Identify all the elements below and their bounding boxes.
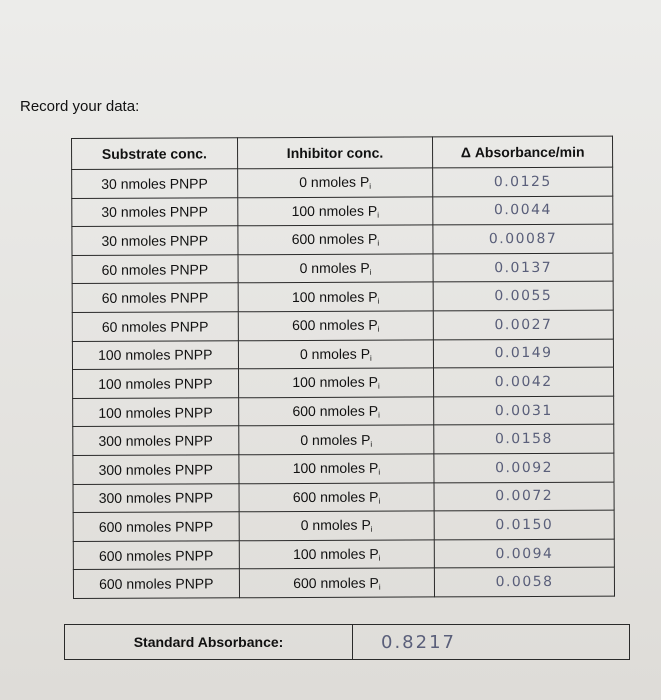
inhibitor-text: 0 nmoles P	[300, 517, 371, 534]
absorbance-header: Δ Absorbance/min	[433, 136, 613, 168]
table-row	[72, 167, 613, 198]
absorbance-cell: 0.0042	[434, 367, 614, 396]
absorbance-cell: 0.0044	[433, 196, 613, 225]
substrate-cell: 300 nmoles PNPP	[73, 455, 239, 484]
inhibitor-subscript: i	[377, 382, 380, 392]
substrate-cell: 100 nmoles PNPP	[72, 340, 238, 369]
inhibitor-header: Inhibitor conc.	[237, 137, 433, 169]
substrate-cell: 600 nmoles PNPP	[73, 540, 239, 569]
inhibitor-subscript: i	[369, 267, 372, 277]
inhibitor-text: 600 nmoles P	[293, 574, 379, 591]
inhibitor-subscript: i	[370, 525, 373, 535]
inhibitor-text: 0 nmoles P	[299, 173, 370, 191]
table-row	[73, 367, 614, 398]
table-row	[73, 424, 614, 455]
inhibitor-cell	[239, 568, 435, 597]
inhibitor-cell	[238, 339, 434, 368]
inhibitor-cell	[238, 397, 434, 426]
table-row	[73, 567, 614, 598]
inhibitor-text: 100 nmoles P	[291, 202, 378, 219]
inhibitor-subscript: i	[378, 553, 381, 563]
table-row	[72, 282, 613, 313]
table-row	[72, 339, 613, 370]
absorbance-cell: 0.0055	[433, 282, 613, 311]
inhibitor-subscript: i	[378, 410, 380, 420]
inhibitor-cell	[239, 454, 435, 483]
inhibitor-subscript: i	[377, 324, 380, 334]
inhibitor-cell	[239, 482, 435, 511]
absorbance-cell: 0.0094	[434, 539, 614, 568]
inhibitor-subscript: i	[377, 210, 379, 220]
inhibitor-text: 0 nmoles P	[299, 345, 371, 362]
table-row	[72, 196, 613, 227]
absorbance-cell: 0.0058	[435, 567, 615, 596]
inhibitor-subscript: i	[378, 467, 381, 477]
inhibitor-cell	[238, 425, 434, 454]
table-row	[72, 310, 613, 341]
absorbance-cell: 0.0072	[434, 482, 614, 511]
table-header-row	[72, 136, 613, 169]
inhibitor-cell	[239, 511, 435, 540]
inhibitor-text: 0 nmoles P	[300, 431, 371, 448]
substrate-cell: 30 nmoles PNPP	[72, 197, 238, 226]
table-row	[72, 224, 613, 255]
table-row	[72, 253, 613, 284]
inhibitor-subscript: i	[377, 239, 380, 249]
inhibitor-cell	[238, 368, 434, 397]
table-row	[73, 482, 614, 513]
substrate-header: Substrate conc.	[72, 138, 238, 170]
inhibitor-subscript: i	[377, 296, 380, 306]
substrate-cell: 60 nmoles PNPP	[72, 312, 238, 341]
data-table	[71, 136, 615, 599]
inhibitor-text: 100 nmoles P	[291, 288, 378, 305]
substrate-cell: 600 nmoles PNPP	[73, 512, 239, 541]
inhibitor-cell	[238, 254, 434, 283]
inhibitor-cell	[238, 225, 434, 254]
absorbance-cell: 0.0125	[433, 167, 613, 196]
substrate-cell: 300 nmoles PNPP	[73, 426, 239, 455]
substrate-cell: 100 nmoles PNPP	[73, 398, 239, 427]
substrate-cell: 300 nmoles PNPP	[73, 483, 239, 512]
substrate-cell: 30 nmoles PNPP	[72, 226, 238, 255]
inhibitor-subscript: i	[370, 439, 373, 449]
inhibitor-subscript: i	[378, 582, 381, 592]
absorbance-cell: 0.0149	[434, 339, 614, 368]
inhibitor-text: 100 nmoles P	[292, 459, 379, 477]
table-row	[73, 396, 614, 427]
inhibitor-text: 600 nmoles P	[292, 488, 379, 505]
substrate-cell: 100 nmoles PNPP	[73, 369, 239, 398]
inhibitor-cell	[238, 311, 434, 340]
inhibitor-text: 600 nmoles P	[291, 231, 378, 248]
absorbance-cell: 0.0150	[434, 510, 614, 539]
substrate-cell: 600 nmoles PNPP	[73, 569, 239, 598]
standard-absorbance-box	[64, 624, 630, 660]
absorbance-cell: 0.0158	[434, 424, 614, 453]
absorbance-cell: 0.0031	[434, 396, 614, 425]
record-data-heading: Record your data:	[20, 98, 140, 115]
absorbance-cell: 0.0027	[433, 310, 613, 339]
inhibitor-cell	[238, 282, 434, 311]
inhibitor-cell	[239, 540, 435, 569]
inhibitor-cell	[237, 197, 433, 226]
inhibitor-subscript: i	[369, 181, 372, 191]
substrate-cell: 60 nmoles PNPP	[72, 283, 238, 312]
inhibitor-subscript: i	[378, 496, 381, 506]
table-row	[73, 539, 614, 570]
inhibitor-cell	[237, 168, 433, 197]
substrate-cell: 60 nmoles PNPP	[72, 255, 238, 284]
absorbance-cell: 0.00087	[433, 224, 613, 253]
inhibitor-text: 100 nmoles P	[292, 374, 378, 391]
inhibitor-text: 0 nmoles P	[299, 259, 370, 277]
absorbance-cell: 0.0137	[433, 253, 613, 282]
table-row	[73, 510, 614, 541]
inhibitor-text: 100 nmoles P	[293, 545, 379, 563]
substrate-cell: 30 nmoles PNPP	[72, 169, 238, 198]
absorbance-cell: 0.0092	[434, 453, 614, 482]
inhibitor-subscript: i	[370, 353, 372, 363]
inhibitor-text: 600 nmoles P	[292, 402, 379, 420]
standard-absorbance-value: 0.8217	[381, 631, 456, 653]
standard-absorbance-label: Standard Absorbance:	[65, 625, 353, 659]
table-row	[73, 453, 614, 484]
inhibitor-text: 600 nmoles P	[292, 316, 378, 334]
